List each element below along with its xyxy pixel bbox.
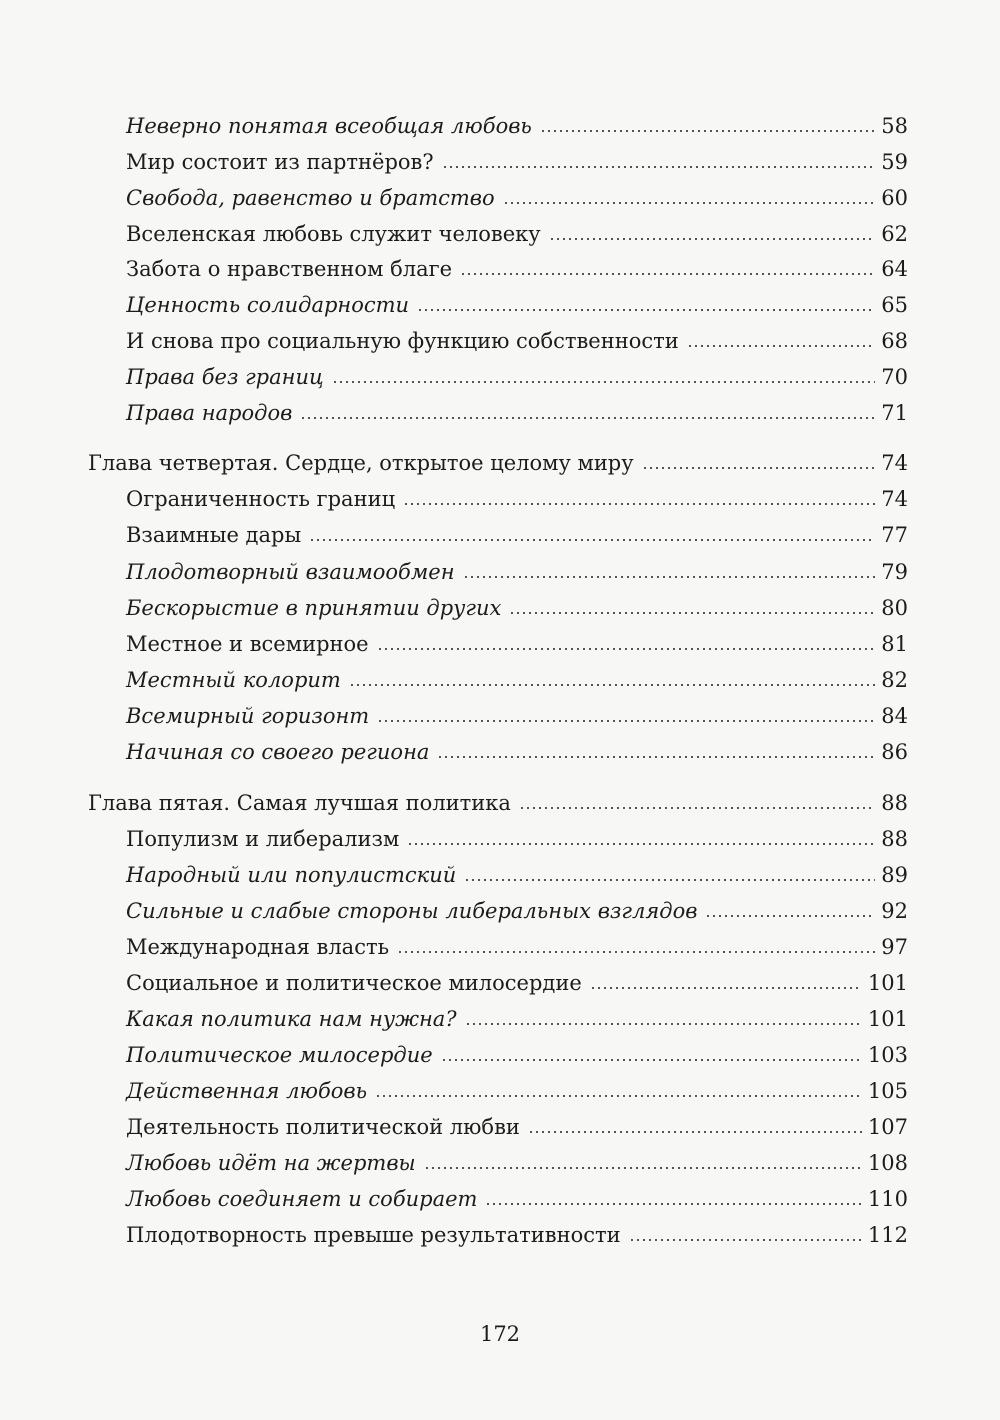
toc-section-entry [0,181,1000,215]
toc-section-entry [0,966,1000,1000]
toc-entry-page-number: 86 [881,740,908,764]
toc-dot-leader [375,1095,862,1097]
toc-entry-title: Социальное и политическое милосердие [126,971,582,995]
toc-entry-title: Народный или популистский [126,863,457,887]
toc-section-entry [0,109,1000,143]
toc-entry-title: Забота о нравственном благе [126,257,453,281]
toc-dot-leader [540,130,875,132]
toc-entry-page-number: 112 [867,1223,908,1247]
toc-entry-page-number: 105 [867,1079,908,1103]
toc-entry-title: Местный колорит [126,668,341,692]
toc-section-entry [0,663,1000,697]
toc-entry-title: Права без границ [126,365,324,389]
toc-entry-title: Всемирный горизонт [126,704,370,728]
toc-entry-title: Ценность солидарности [126,293,410,317]
toc-section-entry [0,482,1000,516]
toc-dot-leader [485,1203,861,1205]
toc-section-entry [0,145,1000,179]
toc-entry-page-number: 70 [881,365,908,389]
toc-entry-page-number: 62 [881,222,908,246]
toc-entry-page-number: 92 [881,899,908,923]
toc-entry-page-number: 89 [881,863,908,887]
toc-section-entry [0,252,1000,286]
toc-dot-leader [590,987,862,989]
toc-entry-page-number: 64 [881,257,908,281]
toc-entry-page-number: 107 [867,1115,908,1139]
toc-dot-leader [437,756,875,758]
toc-entry-title: Любовь соединяет и собирает [126,1187,478,1211]
toc-dot-leader [424,1167,862,1169]
toc-entry-title: Вселенская любовь служит человеку [126,222,541,246]
toc-entry-title: Бескорыстие в принятии других [126,596,502,620]
page-number: 172 [479,1322,521,1346]
toc-section-entry [0,591,1000,625]
toc-entry-title: Глава четвертая. Сердце, открытое целому миру [88,451,634,475]
toc-entry-page-number: 68 [881,329,908,353]
toc-dot-leader [687,345,876,347]
toc-dot-leader [464,879,875,881]
toc-dot-leader [332,381,876,383]
toc-entry-page-number: 58 [881,114,908,138]
toc-entry-page-number: 97 [881,935,908,959]
toc-section-entry [0,894,1000,928]
toc-entry-title: Начиная со своего региона [126,740,430,764]
toc-entry-page-number: 74 [881,487,908,511]
toc-entry-title: Действенная любовь [126,1079,368,1103]
toc-entry-page-number: 65 [881,293,908,317]
toc-entry-title: Любовь идёт на жертвы [126,1151,416,1175]
toc-section-entry [0,822,1000,856]
toc-entry-page-number: 74 [881,451,908,475]
toc-section-entry [0,396,1000,430]
toc-entry-title: Права народов [126,401,293,425]
toc-dot-leader [377,720,875,722]
toc-entry-page-number: 88 [881,827,908,851]
toc-section-entry [0,1218,1000,1252]
toc-dot-leader [300,417,875,419]
toc-entry-title: Свобода, равенство и братство [126,186,495,210]
toc-entry-page-number: 59 [881,150,908,174]
toc-entry-page-number: 81 [881,632,908,656]
toc-entry-title: Глава пятая. Самая лучшая политика [88,791,511,815]
toc-dot-leader [519,807,875,809]
toc-entry-title: Международная власть [126,935,390,959]
toc-entry-page-number: 101 [867,971,908,995]
toc-dot-leader [503,202,876,204]
toc-section-entry [0,1074,1000,1108]
toc-entry-page-number: 82 [881,668,908,692]
toc-section-entry [0,1146,1000,1180]
toc-entry-title: Плодотворный взаимообмен [126,560,455,584]
toc-dot-leader [441,1059,862,1061]
toc-section-entry [0,1038,1000,1072]
toc-dot-leader [349,684,875,686]
toc-chapter-entry [0,446,1000,480]
toc-dot-leader [377,648,876,650]
toc-section-entry [0,1182,1000,1216]
toc-dot-leader [442,166,876,168]
toc-entry-title: Взаимные дары [126,523,302,547]
toc-entry-title: Какая политика нам нужна? [126,1007,457,1031]
toc-entry-page-number: 79 [881,560,908,584]
toc-entry-title: И снова про социальную функцию собственности [126,329,679,353]
toc-section-entry [0,217,1000,251]
toc-entry-page-number: 103 [867,1043,908,1067]
toc-entry-title: Неверно понятая всеобщая любовь [126,114,532,138]
toc-entry-title: Плодотворность превыше результативности [126,1223,621,1247]
toc-entry-title: Сильные и слабые стороны либеральных взглядов [126,899,698,923]
toc-dot-leader [629,1239,862,1241]
toc-section-entry [0,555,1000,589]
toc-entry-page-number: 88 [881,791,908,815]
toc-entry-page-number: 101 [867,1007,908,1031]
toc-dot-leader [460,273,875,275]
toc-entry-page-number: 71 [881,401,908,425]
toc-dot-leader [309,539,875,541]
toc-entry-page-number: 60 [881,186,908,210]
toc-section-entry [0,360,1000,394]
toc-dot-leader [403,503,875,505]
toc-entry-page-number: 110 [867,1187,908,1211]
toc-dot-leader [463,576,876,578]
toc-chapter-entry [0,786,1000,820]
toc-dot-leader [509,612,875,614]
toc-entry-title: Деятельность политической любви [126,1115,520,1139]
toc-dot-leader [407,843,875,845]
toc-entry-title: Популизм и либерализм [126,827,400,851]
toc-dot-leader [465,1023,862,1025]
toc-section-entry [0,699,1000,733]
toc-dot-leader [417,309,875,311]
toc-section-entry [0,858,1000,892]
toc-entry-title: Политическое милосердие [126,1043,433,1067]
toc-entry-page-number: 108 [867,1151,908,1175]
toc-entry-title: Мир состоит из партнёров? [126,150,434,174]
toc-entry-title: Местное и всемирное [126,632,369,656]
toc-section-entry [0,288,1000,322]
toc-dot-leader [549,238,876,240]
toc-dot-leader [397,951,875,953]
toc-section-entry [0,627,1000,661]
toc-section-entry [0,324,1000,358]
toc-entry-page-number: 77 [881,523,908,547]
toc-dot-leader [642,467,876,469]
toc-dot-leader [528,1131,862,1133]
toc-entry-page-number: 80 [881,596,908,620]
toc-section-entry [0,1110,1000,1144]
toc-dot-leader [705,915,875,917]
toc-entry-title: Ограниченность границ [126,487,396,511]
toc-section-entry [0,1002,1000,1036]
toc-section-entry [0,518,1000,552]
toc-section-entry [0,735,1000,769]
toc-entry-page-number: 84 [881,704,908,728]
toc-section-entry [0,930,1000,964]
